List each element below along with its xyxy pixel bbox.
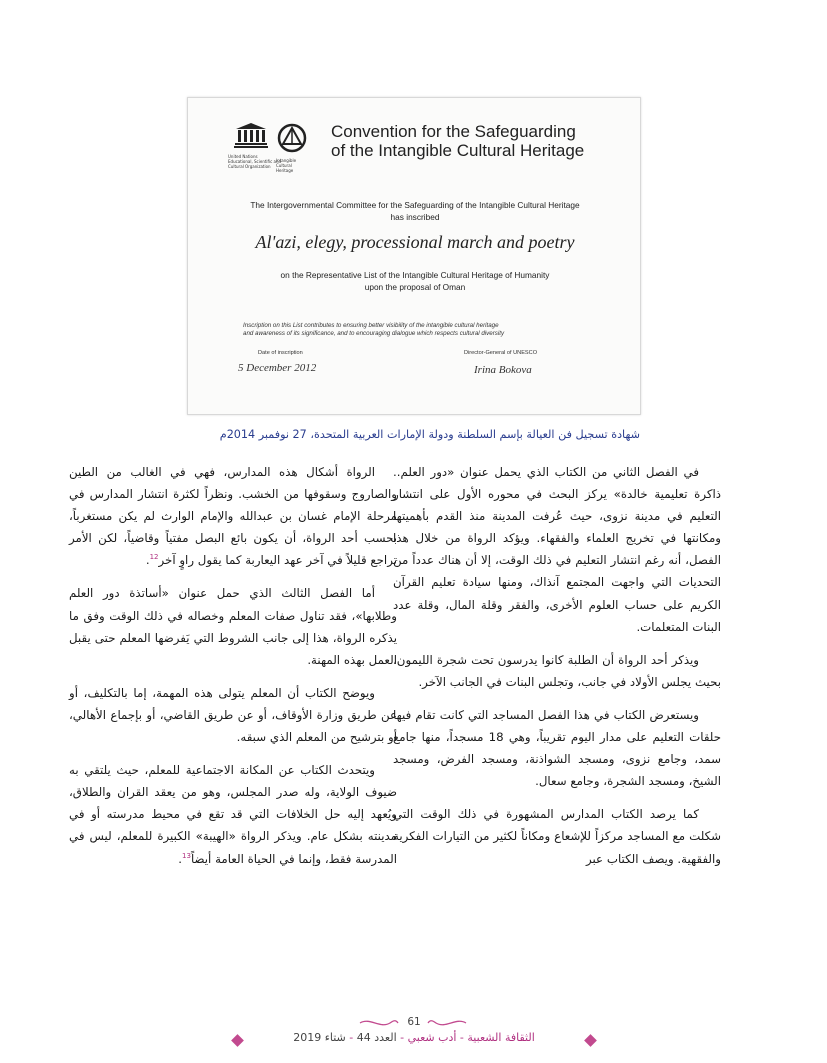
page-number: 61 — [407, 1016, 421, 1028]
ich-caption-1: Intangible — [276, 158, 297, 163]
director-general-signature: Irina Bokova — [474, 364, 532, 376]
paragraph: أما الفصل الثالث الذي حمل عنوان «أساتذة دور العلم وطلابها»، فقد تناول صفات المعلم وخصاله في ذلك الوقت وفق ما يذكره الرواة، هذا إلى جانب الشروط التي يَفرضها المعلم حتى يقبل العمل بهذه المهنة. — [69, 586, 397, 667]
logos — [228, 118, 328, 188]
paragraph-text: ويتحدث الكتاب عن المكانة الاجتماعية للمعلم، حيث يلتقي به ضيوف الولاية، وله صدر المجلس، وهو من يعقد القران والطلاق، ويُعهد إليه حل الخلافات التي قد تقع في محيط مدرسته أو في مدينته بشكل عام. ويذكر الرواة «الهيبة» الكبيرة للمعلم، ليس في المدرسة فقط، وإنما في الحياة العامة أيضاً — [69, 763, 397, 866]
inscription-note — [243, 322, 603, 338]
date-value: 5 December 2012 — [238, 362, 317, 374]
right-text-column — [393, 461, 721, 881]
convention-title — [331, 122, 631, 160]
paragraph: ويوضح الكتاب أن المعلم يتولى هذه المهمة، إما بالتكليف، أو عن طريق وزارة الأوقاف، أو عن طريق القاضي، أو بإجماع الأهالي، أو بترشيح من المعلم الذي سبقه. — [69, 685, 397, 745]
inscription-note-line2: and awareness of its significance, and to encouraging dialogue which respects cultural diversity — [243, 330, 505, 337]
date-label: Date of inscription — [258, 350, 303, 356]
paragraph: كما يرصد الكتاب المدارس المشهورة في ذلك الوقت التي شكلت مع المساجد مركزاً للإشعاع ومكاناً لكثير من التيارات الفكرية والفقهية. ويصف الكتاب عبر — [393, 807, 721, 866]
unesco-temple-icon — [234, 122, 268, 150]
unesco-caption-1: United Nations — [228, 154, 258, 159]
convention-title-line1: Convention for the Safeguarding — [331, 122, 576, 141]
paragraph: ويذكر أحد الرواة أن الطلبة كانوا يدرسون تحت شجرة الليمون، بحيث يجلس الأولاد في جانب، وتجلس البنات في الجانب الآخر. — [393, 652, 721, 689]
image-caption: شهادة تسجيل فن العيالة بإسم السلطنة ودولة الإمارات العربية المتحدة، 27 نوفمبر 2014م — [219, 428, 640, 441]
unesco-caption-2: Educational, Scientific and — [228, 159, 282, 164]
paragraph: الرواة أشكال هذه المدارس، فهي في الغالب من الطين والصاروج وسقوفها من الخشب. ونظراً لكثرة انتشار المدارس في مرحلة الإمام غسان بن عبدالله والإمام الوارث لم يكن مستغرباً، بحسب أحد الرواة، أن يكون بائع البصل مفتياً وقاضياً، لكن الأمر تراجع قليلاً في آخر عهد اليعاربة كما يقول راوٍ آخر$^{12}$. — [69, 465, 397, 568]
unesco-caption-3: Cultural Organization — [228, 164, 271, 169]
committee-line: The Intergovernmental Committee for the Safeguarding of the Intangible Cultural Heritage — [250, 200, 580, 210]
director-general-label: Director-General of UNESCO — [464, 350, 538, 356]
season-year: شتاء 2019 — [293, 1031, 346, 1044]
certificate-image — [187, 97, 641, 415]
has-inscribed-line: has inscribed — [390, 212, 440, 222]
magazine-name: الثقافة الشعبية — [467, 1031, 535, 1044]
footnote-ref-13[interactable]: 13 — [182, 851, 191, 860]
proposal-line: upon the proposal of Oman — [364, 282, 466, 292]
inscription-note-line1: Inscription on this List contributes to ensuring better visibility of the intangible cultural heritage — [243, 322, 499, 329]
paragraph: ويتحدث الكتاب عن المكانة الاجتماعية للمعلم، حيث يلتقي به ضيوف الولاية، وله صدر المجلس، وهو من يعقد القران والطلاق، ويُعهد إليه حل الخلافات التي قد تقع في محيط مدرسته أو في مدينته بشكل عام. ويذكر الرواة «الهيبة» الكبيرة للمعلم، ليس في المدرسة فقط، وإنما في الحياة العامة أيضاً$^{13}$. — [69, 763, 397, 866]
paragraph: في الفصل الثاني من الكتاب الذي يحمل عنوان «دور العلم.. ذاكرة تعليمية خالدة» يركز البحث في محوره الأول على انتشار التعليم في مدينة نزوى، حيث عُرفت المدينة منذ القدم بأهميتها ومكانتها في تخريج العلماء والفقهاء. ويؤكد الرواة من خلال هذا الفصل، أنه رغم انتشار التعليم في ذلك الوقت، إلا أن هناك عدداً من التحديات التي واجهت المجتمع آنذاك، ومنها سيادة تعليم القرآن الكريم على حساب العلوم الأخرى، والفقر وقلة المال، وقلة عدد البنات المتعلمات. — [393, 465, 721, 634]
paragraph-text: الرواة أشكال هذه المدارس، فهي في الغالب من الطين والصاروج وسقوفها من الخشب. ونظراً لكثرة انتشار المدارس في مرحلة الإمام غسان بن عبدالله والإمام الوارث لم يكن مستغرباً، بحسب أحد الرواة، أن يكون بائع البصل مفتياً وقاضياً، لكن الأمر تراجع قليلاً في آخر عهد اليعاربة كما يقول راوٍ آخر — [69, 465, 397, 568]
paragraph: ويستعرض الكتاب في هذا الفصل المساجد التي كانت تقام فيها حلقات التعليم على مدار اليوم تقريباً، وهي 18 مسجداً، منها جامع سمد، وجامع نزوى، ومسجد الشواذنة، ومسجد الفرض، ومسجد الشيخ، ومسجد الشجرة، وجامع سعال. — [393, 707, 721, 789]
issue-number: العدد 44 — [356, 1031, 397, 1044]
ich-caption-3: Heritage — [276, 168, 294, 173]
left-text-column — [69, 461, 397, 881]
ich-caption-2: Cultural — [276, 163, 292, 168]
convention-title-line2: of the Intangible Cultural Heritage — [331, 141, 585, 160]
section-name: أدب شعبي — [407, 1031, 457, 1044]
footnote-ref-12[interactable]: 12 — [149, 553, 159, 562]
footer-text: الثقافة الشعبية - أدب شعبي - العدد 44 - شتاء 2019 — [293, 1031, 535, 1044]
inscribed-element-name: Al'azi, elegy, processional march and poetry — [255, 232, 575, 252]
ich-emblem-icon — [276, 122, 308, 154]
representative-list-line: on the Representative List of the Intangible Cultural Heritage of Humanity — [280, 270, 550, 280]
